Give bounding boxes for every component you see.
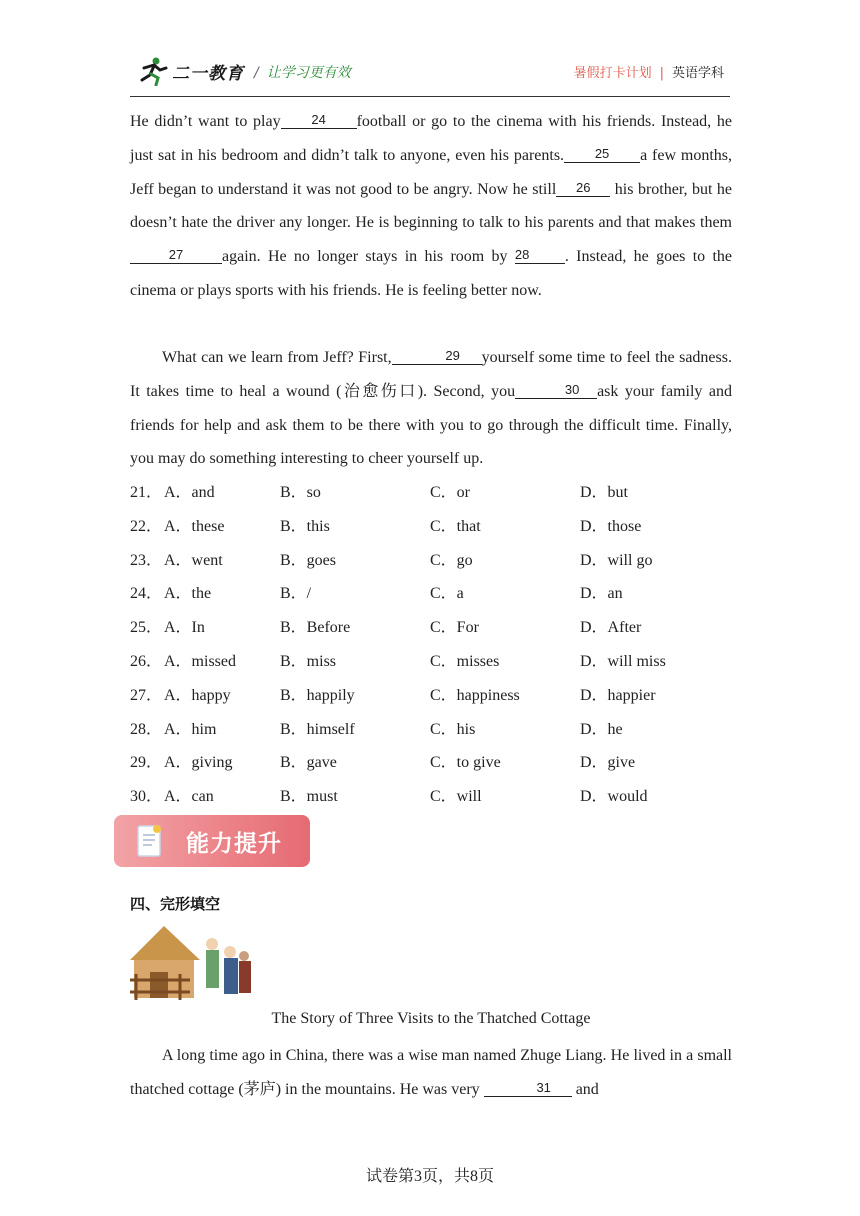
passage-text: What can we learn from Jeff? First, <box>162 349 392 366</box>
blank-28: 28 <box>515 247 565 264</box>
option-d: D．give <box>580 754 636 772</box>
thatched-cottage-illustration <box>130 918 254 1002</box>
logo <box>136 56 244 86</box>
option-b: B．himself <box>280 720 355 738</box>
story-text: and <box>575 1080 599 1098</box>
option-b: B．Before <box>280 619 351 637</box>
question-row <box>130 611 732 645</box>
passage-paragraph-2 <box>130 341 732 476</box>
blank-29: 29 <box>392 348 482 365</box>
blank-25: 25 <box>564 146 640 163</box>
option-c: C．will <box>430 788 482 806</box>
passage-text: ask your family and friends for help and ask them to be there with you to go through the difficult time. Finally, you may do something interesting to cheer yourself up. <box>130 382 732 468</box>
passage-text: his brother, but he doesn’t hate the driver any longer. He is beginning to talk to his parents and that makes them <box>130 180 733 232</box>
option-a: A．and <box>164 484 215 501</box>
ability-banner <box>114 815 310 867</box>
option-b: B．/ <box>280 585 312 603</box>
option-a: A．him <box>164 720 217 738</box>
logo-text: 二一教育 <box>172 63 244 84</box>
option-d: D．he <box>580 720 623 738</box>
blank-31: 31 <box>484 1080 572 1097</box>
passage-text: football or go to the cinema with his friends. Instead, he just sat in his bedroom and didn’t talk to anyone, even his parents. <box>130 113 732 164</box>
question-row <box>130 713 732 747</box>
option-a: A．these <box>164 517 225 535</box>
option-b: B．gave <box>280 754 337 772</box>
option-b: B．must <box>280 788 338 806</box>
option-c: C．that <box>430 517 481 535</box>
header-rule <box>130 96 730 97</box>
option-d: D．happier <box>580 686 656 704</box>
question-number: 26． <box>130 652 163 670</box>
passage-text: He didn’t want to play <box>130 113 281 130</box>
question-number: 28． <box>130 720 163 738</box>
question-number: 29． <box>130 754 163 772</box>
question-row <box>130 577 732 611</box>
option-d: D．would <box>580 788 648 806</box>
document-icon <box>136 823 164 859</box>
story-text: A long time ago in China, there was a wise man named Zhuge Liang. He lived in a small thatched cottage (茅庐) in the mountains. He was very <box>130 1047 732 1098</box>
option-b: B．goes <box>280 551 337 569</box>
story-title: The Story of Three Visits to the Thatched Cottage <box>271 1010 591 1027</box>
option-c: C．misses <box>430 652 500 670</box>
question-row <box>130 780 732 814</box>
page-header <box>130 52 730 94</box>
option-c: C．a <box>430 585 464 603</box>
option-d: D．will go <box>580 551 653 569</box>
passage-text: again. He no longer stays in his room by <box>222 248 508 266</box>
option-d: D．an <box>580 585 623 603</box>
option-a: A．giving <box>164 754 233 772</box>
question-number: 27． <box>130 686 163 704</box>
option-a: A．In <box>164 619 205 637</box>
page-footer: 试卷第3页，共8页 <box>365 1168 494 1185</box>
question-number: 24． <box>130 585 163 603</box>
slogan-separator: / <box>254 65 259 81</box>
section-title: 四、完形填空 <box>130 895 221 913</box>
question-row <box>130 746 732 780</box>
slogan <box>254 62 351 82</box>
question-row <box>130 476 732 510</box>
header-right <box>574 62 724 81</box>
option-d: D．those <box>580 517 642 535</box>
option-a: A．missed <box>164 652 237 670</box>
option-d: D．After <box>580 619 642 637</box>
plan-label: 暑假打卡计划 <box>573 66 652 81</box>
blank-26: 26 <box>556 180 610 197</box>
option-a: A．happy <box>164 686 231 704</box>
passage-text: . Instead, he goes to the cinema or plays sports with his friends. He is feeling better now. <box>130 248 733 299</box>
option-b: B．this <box>280 517 330 535</box>
passage-paragraph-1 <box>130 105 732 308</box>
option-b: B．so <box>280 484 321 501</box>
option-b: B．happily <box>280 686 355 704</box>
question-number: 22． <box>130 517 163 535</box>
option-c: C．go <box>430 551 473 569</box>
header-divider: | <box>659 66 664 81</box>
question-number: 21． <box>130 484 163 501</box>
option-b: B．miss <box>280 652 337 670</box>
option-d: D．will miss <box>580 652 666 670</box>
option-c: C．happiness <box>430 686 520 704</box>
question-row <box>130 544 732 578</box>
option-c: C．or <box>430 484 471 501</box>
question-number: 23． <box>130 551 163 569</box>
question-options <box>130 476 732 814</box>
passage-text: a few months, Jeff began to understand it was not good to be angry. Now he still <box>130 146 733 198</box>
blank-24: 24 <box>281 112 357 129</box>
runner-logo-icon <box>136 56 170 86</box>
question-row <box>130 645 732 679</box>
option-a: A．went <box>164 551 223 569</box>
subject-label: 英语学科 <box>671 66 724 81</box>
option-a: A．can <box>164 788 214 806</box>
question-row <box>130 679 732 713</box>
question-number: 25． <box>130 619 163 637</box>
banner-label: 能力提升 <box>186 831 282 857</box>
option-a: A．the <box>164 585 212 603</box>
option-c: C．to give <box>430 754 501 772</box>
blank-30: 30 <box>515 382 597 399</box>
option-c: C．For <box>430 619 479 637</box>
option-c: C．his <box>430 720 476 738</box>
question-row <box>130 510 732 544</box>
blank-27: 27 <box>130 247 222 264</box>
story-paragraph <box>130 1039 732 1107</box>
question-number: 30． <box>130 788 163 806</box>
option-d: D．but <box>580 484 629 501</box>
passage-text: yourself some time to feel the sadness. It takes time to heal a wound (治愈伤口). Second, you <box>130 349 732 400</box>
slogan-text: 让学习更有效 <box>266 65 351 81</box>
